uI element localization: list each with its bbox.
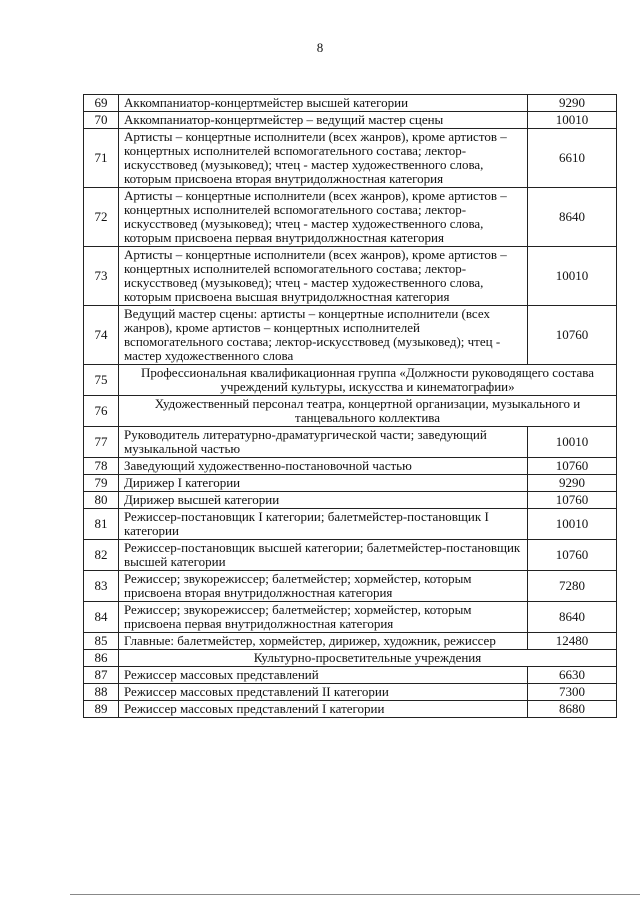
position-title: Руководитель литературно-драматургической части; заведующий музыкальной частью	[119, 427, 528, 458]
row-number: 70	[84, 112, 119, 129]
row-number: 69	[84, 95, 119, 112]
section-heading: Художественный персонал театра, концертной организации, музыкального и танцевального коллектива	[119, 396, 617, 427]
table-row	[84, 571, 617, 602]
salary-value: 6610	[528, 129, 617, 188]
position-title: Режиссер; звукорежиссер; балетмейстер; хормейстер, которым присвоена первая внутридолжностная категория	[119, 602, 528, 633]
table-row	[84, 701, 617, 718]
table-row	[84, 129, 617, 188]
row-number: 74	[84, 306, 119, 365]
table-row	[84, 633, 617, 650]
row-number: 78	[84, 458, 119, 475]
position-title: Режиссер массовых представлений I категории	[119, 701, 528, 718]
row-number: 88	[84, 684, 119, 701]
table-row	[84, 112, 617, 129]
position-title: Аккомпаниатор-концертмейстер высшей категории	[119, 95, 528, 112]
salary-value: 10760	[528, 540, 617, 571]
table-row	[84, 492, 617, 509]
page-number: 8	[316, 40, 324, 55]
salary-value: 9290	[528, 95, 617, 112]
table-row	[84, 650, 617, 667]
salary-table	[83, 94, 617, 718]
position-title: Артисты – концертные исполнители (всех жанров), кроме артистов – концертных исполнителей вспомогательного состава; лектор-искусствовед (музыковед); чтец - мастер художественного слова, которым присвоена высшая внутридолжностная категория	[119, 247, 528, 306]
position-title: Главные: балетмейстер, хормейстер, дирижер, художник, режиссер	[119, 633, 528, 650]
table-row	[84, 684, 617, 701]
row-number: 72	[84, 188, 119, 247]
salary-value: 10760	[528, 458, 617, 475]
position-title: Дирижер высшей категории	[119, 492, 528, 509]
row-number: 71	[84, 129, 119, 188]
position-title: Заведующий художественно-постановочной частью	[119, 458, 528, 475]
salary-value: 7280	[528, 571, 617, 602]
position-title: Режиссер массовых представлений	[119, 667, 528, 684]
page-bottom-rule	[70, 894, 640, 895]
table-row	[84, 95, 617, 112]
row-number: 79	[84, 475, 119, 492]
section-heading: Профессиональная квалификационная группа «Должности руководящего состава учреждений культуры, искусства и кинематографии»	[119, 365, 617, 396]
row-number: 83	[84, 571, 119, 602]
salary-value: 8640	[528, 602, 617, 633]
row-number: 89	[84, 701, 119, 718]
position-title: Ведущий мастер сцены: артисты – концертные исполнители (всех жанров), кроме артистов – концертных исполнителей вспомогательного состава; лектор-искусствовед (музыковед); чтец - мастер художественного слова	[119, 306, 528, 365]
table-row	[84, 667, 617, 684]
row-number: 80	[84, 492, 119, 509]
salary-value: 9290	[528, 475, 617, 492]
position-title: Режиссер-постановщик высшей категории; балетмейстер-постановщик высшей категории	[119, 540, 528, 571]
salary-value: 10760	[528, 492, 617, 509]
table-row	[84, 475, 617, 492]
table-row	[84, 540, 617, 571]
table-row	[84, 396, 617, 427]
row-number: 76	[84, 396, 119, 427]
row-number: 86	[84, 650, 119, 667]
salary-value: 10010	[528, 509, 617, 540]
table-row	[84, 509, 617, 540]
salary-value: 8640	[528, 188, 617, 247]
row-number: 84	[84, 602, 119, 633]
table-row	[84, 602, 617, 633]
table-body	[84, 95, 617, 718]
position-title: Артисты – концертные исполнители (всех жанров), кроме артистов – концертных исполнителей вспомогательного состава; лектор-искусствовед (музыковед); чтец - мастер художественного слова, которым присвоена вторая внутридолжностная категория	[119, 129, 528, 188]
table-row	[84, 306, 617, 365]
position-title: Режиссер-постановщик I категории; балетмейстер-постановщик I категории	[119, 509, 528, 540]
row-number: 77	[84, 427, 119, 458]
salary-value: 10010	[528, 427, 617, 458]
position-title: Режиссер массовых представлений II категории	[119, 684, 528, 701]
table-row	[84, 427, 617, 458]
table-row	[84, 458, 617, 475]
salary-value: 10010	[528, 112, 617, 129]
row-number: 73	[84, 247, 119, 306]
section-heading: Культурно-просветительные учреждения	[119, 650, 617, 667]
row-number: 81	[84, 509, 119, 540]
salary-value: 10760	[528, 306, 617, 365]
salary-value: 8680	[528, 701, 617, 718]
salary-value: 10010	[528, 247, 617, 306]
salary-value: 12480	[528, 633, 617, 650]
position-title: Дирижер I категории	[119, 475, 528, 492]
row-number: 85	[84, 633, 119, 650]
position-title: Артисты – концертные исполнители (всех жанров), кроме артистов – концертных исполнителей вспомогательного состава; лектор-искусствовед (музыковед); чтец - мастер художественного слова, которым присвоена первая внутридолжностная категория	[119, 188, 528, 247]
position-title: Режиссер; звукорежиссер; балетмейстер; хормейстер, которым присвоена вторая внутридолжностная категория	[119, 571, 528, 602]
salary-value: 7300	[528, 684, 617, 701]
table-row	[84, 247, 617, 306]
table-row	[84, 365, 617, 396]
row-number: 87	[84, 667, 119, 684]
salary-value: 6630	[528, 667, 617, 684]
row-number: 82	[84, 540, 119, 571]
position-title: Аккомпаниатор-концертмейстер – ведущий мастер сцены	[119, 112, 528, 129]
table-row	[84, 188, 617, 247]
row-number: 75	[84, 365, 119, 396]
